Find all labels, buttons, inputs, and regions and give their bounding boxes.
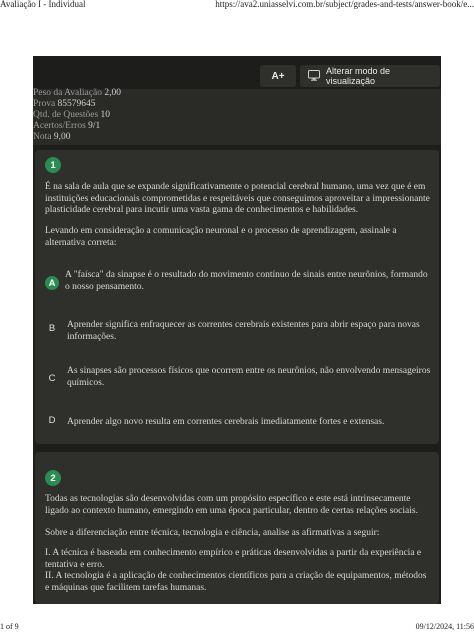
summary-hits-errors: Acertos/Erros 9/1 bbox=[33, 121, 101, 131]
option-text[interactable]: Aprender significa enfraquecer as correntes cerebrais existentes para abrir espaço para novas informações. bbox=[67, 320, 420, 342]
option-letter: C bbox=[48, 372, 56, 384]
statement-i: I. A técnica é baseada em conhecimento empírico e práticas desenvolvidas a partir da experiência e tentativa e erro. bbox=[45, 548, 422, 570]
summary-test-id: Prova 85579645 bbox=[33, 99, 96, 109]
question-statement: É na sala de aula que se expande significativamente o potencial cerebral humano, uma vez que é em instituições educacionais comprometidas e respeitáveis que conseguimos aproveitar a impressionante plasticidade cerebral para incutir uma vasta gama de conhecimentos e habilidades. bbox=[45, 182, 430, 215]
change-view-mode-button[interactable] bbox=[300, 65, 440, 87]
summary-question-count: Qtd. de Questões 10 bbox=[33, 110, 111, 120]
option-letter-correct: A bbox=[45, 276, 59, 290]
print-url: https://ava2.uniasselvi.com.br/subject/grades-and-tests/answer-book/e... bbox=[215, 0, 474, 9]
option-text[interactable]: A "faísca" da sinapse é o resultado do movimento contínuo de sinais entre neurônios, formando o nosso pensamento. bbox=[65, 270, 428, 292]
print-page-number: 1 of 9 bbox=[0, 622, 19, 631]
print-footer bbox=[0, 620, 474, 632]
question-number-badge: 2 bbox=[45, 470, 61, 486]
summary-weight: Peso da Avaliação 2,00 bbox=[33, 88, 121, 98]
question-prompt: Sobre a diferenciação entre técnica, tecnologia e ciência, analise as afirmativas a seguir: bbox=[45, 528, 380, 538]
monitor-icon bbox=[308, 70, 320, 81]
question-prompt: Levando em consideração a comunicação neuronal e o processo de aprendizagem, assinale a alternativa correta: bbox=[45, 226, 397, 248]
option-letter: D bbox=[48, 414, 56, 426]
print-header bbox=[0, 0, 474, 12]
question-card bbox=[35, 150, 439, 444]
font-size-button[interactable] bbox=[260, 65, 296, 87]
summary-grade: Nota 9,00 bbox=[33, 132, 71, 142]
change-view-mode-label: Alterar modo de visualização bbox=[326, 66, 391, 86]
question-card bbox=[35, 452, 439, 604]
assessment-summary bbox=[33, 89, 441, 145]
print-title: Avaliação I - Individual bbox=[0, 0, 86, 9]
print-datetime: 09/12/2024, 11:56 bbox=[415, 622, 474, 631]
font-size-button-label: A+ bbox=[271, 70, 285, 82]
option-text[interactable]: Aprender algo novo resulta em correntes cerebrais imediatamente fortes e extensas. bbox=[67, 417, 385, 427]
question-number-badge: 1 bbox=[45, 157, 61, 173]
option-letter: B bbox=[48, 322, 56, 334]
statement-ii: II. A tecnologia é a aplicação de conhecimentos científicos para a criação de equipamentos, métodos e máquinas que facilitem tarefas humanas. bbox=[45, 571, 427, 593]
option-text[interactable]: As sinapses são processos físicos que ocorrem entre os neurônios, não envolvendo mensageiros químicos. bbox=[67, 366, 431, 388]
question-statement: Todas as tecnologias são desenvolvidas com um propósito específico e este está intrinsecamente ligado ao contexto humano, emergindo em uma época particular, dentro de certas relações sociais. bbox=[45, 494, 418, 516]
